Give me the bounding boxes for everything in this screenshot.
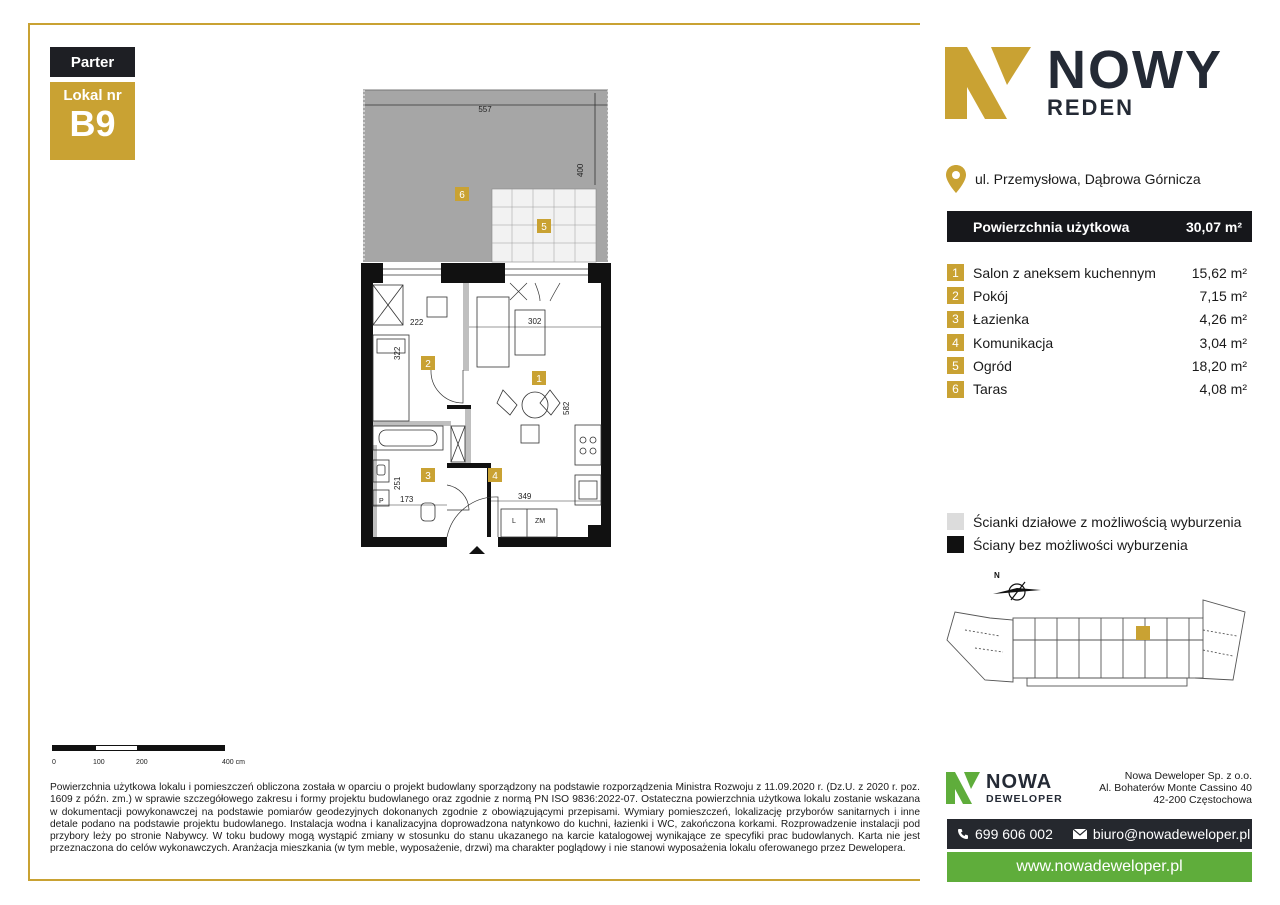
dim-251: 251 xyxy=(393,476,402,490)
room-number: 2 xyxy=(947,287,964,304)
legend-label: Ściany bez możliwości wyburzenia xyxy=(973,536,1188,553)
developer-name-main: NOWA xyxy=(986,771,1053,793)
room-area: 4,08 m² xyxy=(1199,381,1247,398)
unit-label: Lokal nr xyxy=(63,87,122,104)
north-label: N xyxy=(994,571,1000,580)
room-name: Komunikacja xyxy=(973,334,1054,351)
list-item xyxy=(947,331,1247,354)
unit-location-highlight xyxy=(1136,626,1150,640)
dim-322: 322 xyxy=(393,346,402,360)
room-name: Łazienka xyxy=(973,311,1030,328)
scale-tick-200: 200 xyxy=(136,759,148,766)
developer-logo xyxy=(946,770,1076,810)
dim-222: 222 xyxy=(410,318,424,327)
total-area-label: Powierzchnia użytkowa xyxy=(973,218,1130,235)
marker-2: 2 xyxy=(425,359,431,370)
list-item xyxy=(947,354,1247,377)
room-name: Taras xyxy=(973,381,1008,398)
disclaimer-text: Powierzchnia użytkowa lokalu i pomieszczeń obliczona została w oparciu o projekt budowlany sporządzony na podstawie rozporządzenia Ministra Rozwoju z 11.09.2020 r. (Dz.U. z 2020 r. poz. 1609 z późn. zm.) w sprawie szczegółowego zakresu i formy projektu budowlanego oraz zgodnie z normą PN ISO 9836:2022-07. Ostateczna powierzchnia użytkowa lokalu zostanie wskazana w dokumentacji powykonawczej na podstawie pomiarów geodezyjnych dokonanych zgodnie z obowiązującymi przepisami. Wymiary pomieszczeń, lokalizację przyborów sanitarnych i inne detale podano na podstawie projektu budowlanego. Instalacja wodna i kanalizacyjna doprowadzona natynkowo do kuchni, łazienki i WC, zakończona korkami. Rozprowadzenie instalacji pod przybory leży po stronie Nabywcy. W toku budowy mogą wystąpić zmiany w stosunku do stanu ukazanego na karcie katalogowej wynikające ze specyfiki prac budowlanych. Karta nie jest przeznaczona do celów wykonawczych. Aranżacja mieszkania (w tym meble, wyposażenie, drzwi) ma charakter poglądowy i nie stanowi wyposażenia lokalu oferowanego przez Dewelopera. xyxy=(50,782,920,855)
compass-icon xyxy=(993,582,1041,600)
marker-4: 4 xyxy=(492,471,498,482)
total-area-bar xyxy=(947,211,1252,242)
marker-1: 1 xyxy=(536,374,542,385)
brand-logo xyxy=(945,40,1245,125)
developer-name-sub: DEWELOPER xyxy=(986,793,1063,805)
list-item xyxy=(947,377,1247,400)
developer-street: Al. Bohaterów Monte Cassino 40 xyxy=(1099,782,1252,794)
legend-item-structural xyxy=(947,533,1241,556)
room-number: 4 xyxy=(947,334,964,351)
building-outline xyxy=(947,600,1245,686)
room-area: 15,62 m² xyxy=(1191,264,1247,281)
brand-n-icon xyxy=(945,47,1031,119)
scale-tick-400: 400 cm xyxy=(222,759,245,766)
contact-bar xyxy=(947,819,1252,849)
room-number: 1 xyxy=(947,264,964,281)
legend-swatch-light xyxy=(947,513,964,530)
site-plan xyxy=(945,570,1255,695)
room-number: 6 xyxy=(947,381,964,398)
frame-top-line xyxy=(28,23,920,25)
phone-icon xyxy=(957,828,969,840)
developer-company: Nowa Deweloper Sp. z o.o. xyxy=(1124,770,1252,782)
brand-name-sub: REDEN xyxy=(1047,95,1135,120)
scale-tick-100: 100 xyxy=(93,759,105,766)
entrance-arrow-icon xyxy=(469,546,485,554)
total-area-value: 30,07 m² xyxy=(1185,218,1242,235)
legend-item-partition xyxy=(947,510,1241,533)
list-item xyxy=(947,284,1247,307)
mail-icon xyxy=(1073,829,1087,839)
room-number: 5 xyxy=(947,357,964,374)
unit-number: B9 xyxy=(69,103,116,144)
room-name: Pokój xyxy=(973,287,1009,304)
room-number: 3 xyxy=(947,311,964,328)
wall-legend xyxy=(947,510,1241,556)
floor-plan xyxy=(355,85,620,560)
marker-6: 6 xyxy=(459,190,465,201)
room-name: Salon z aneksem kuchennym xyxy=(973,264,1156,281)
website-link[interactable]: www.nowadeweloper.pl xyxy=(947,852,1252,882)
fixture-l: L xyxy=(512,518,516,525)
frame-left-line xyxy=(28,23,30,881)
frame-bottom-line xyxy=(28,879,920,881)
dim-400: 400 xyxy=(576,163,585,177)
scale-tick-0: 0 xyxy=(52,759,56,766)
dim-302: 302 xyxy=(528,317,542,326)
room-name: Ogród xyxy=(973,357,1012,374)
fixture-zm: ZM xyxy=(535,518,546,525)
room-area: 3,04 m² xyxy=(1199,334,1247,351)
list-item xyxy=(947,308,1247,331)
scale-bar xyxy=(52,745,245,766)
room-list xyxy=(947,261,1247,401)
floor-badge: Parter xyxy=(50,47,135,77)
developer-city: 42-200 Częstochowa xyxy=(1153,794,1252,806)
dim-349: 349 xyxy=(518,492,532,501)
email-address: biuro@nowadeweloper.pl xyxy=(1092,826,1251,842)
fixture-p: P xyxy=(379,498,384,505)
location-pin-icon xyxy=(945,165,967,193)
marker-3: 3 xyxy=(425,471,431,482)
room-area: 18,20 m² xyxy=(1191,357,1247,374)
room-area: 7,15 m² xyxy=(1199,287,1247,304)
address-text: ul. Przemysłowa, Dąbrowa Górnicza xyxy=(975,171,1201,187)
developer-address xyxy=(1080,770,1252,806)
dim-582: 582 xyxy=(562,401,571,415)
developer-n-icon xyxy=(946,772,980,804)
list-item xyxy=(947,261,1247,284)
legend-swatch-dark xyxy=(947,536,964,553)
phone-contact[interactable] xyxy=(957,826,1053,842)
brand-name-main: NOWY xyxy=(1047,40,1223,100)
dim-173: 173 xyxy=(400,495,414,504)
phone-number: 699 606 002 xyxy=(975,826,1053,842)
legend-label: Ścianki działowe z możliwością wyburzenia xyxy=(973,513,1242,530)
unit-badge xyxy=(50,82,135,160)
email-contact[interactable] xyxy=(1073,826,1250,842)
dim-557: 557 xyxy=(478,105,492,114)
marker-5: 5 xyxy=(541,222,547,233)
address-line xyxy=(945,164,1201,194)
room-area: 4,26 m² xyxy=(1199,311,1247,328)
